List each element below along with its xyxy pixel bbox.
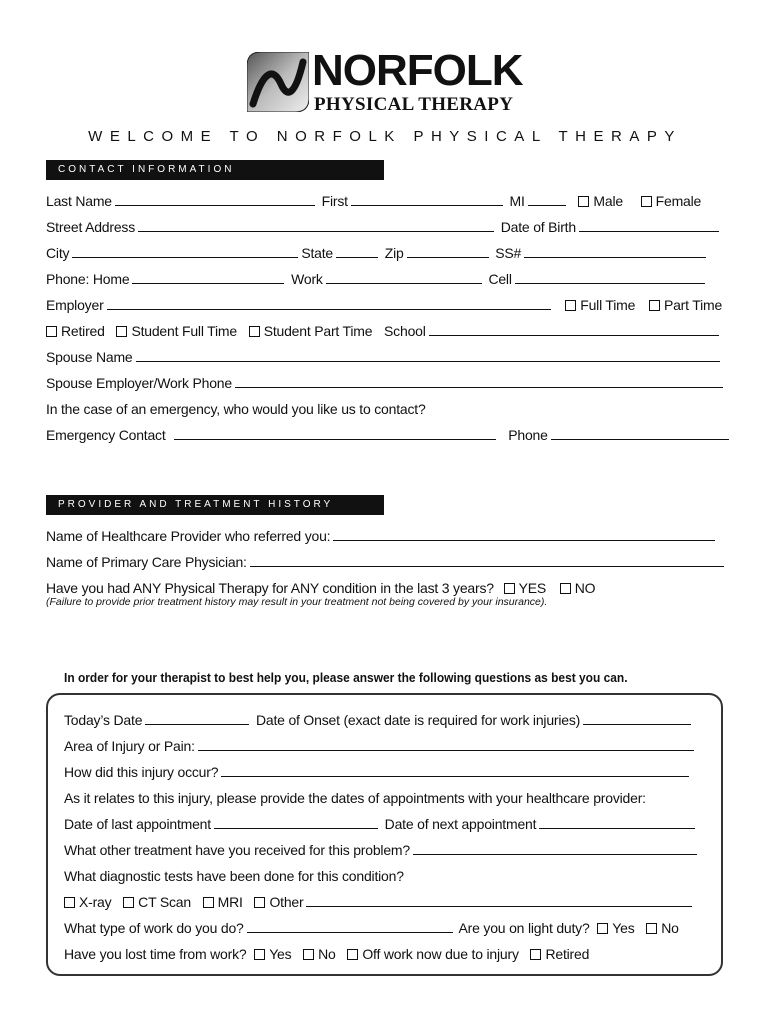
pcp-field[interactable]	[250, 554, 724, 567]
emergency-phone-label: Phone	[508, 427, 548, 443]
row-address	[46, 218, 722, 236]
light-duty-yes-label: Yes	[612, 920, 635, 936]
mi-label: MI	[509, 193, 525, 209]
lost-time-label: Have you lost time from work?	[64, 946, 247, 962]
employer-label: Employer	[46, 297, 104, 313]
street-label: Street Address	[46, 219, 136, 235]
row-spouse-name	[46, 348, 723, 366]
welcome-heading: WELCOME TO NORFOLK PHYSICAL THERAPY	[88, 128, 682, 145]
emergency-phone-field[interactable]	[551, 427, 729, 440]
row-dates	[64, 711, 694, 729]
last-name-label: Last Name	[46, 193, 112, 209]
state-label: State	[301, 245, 334, 261]
next-appt-label: Date of next appointment	[384, 816, 537, 832]
row-city	[46, 244, 709, 262]
full-time-label: Full Time	[580, 297, 636, 313]
dob-label: Date of Birth	[500, 219, 576, 235]
lost-time-retired-checkbox[interactable]	[530, 949, 541, 960]
ct-checkbox[interactable]	[123, 897, 134, 908]
zip-label: Zip	[384, 245, 404, 261]
xray-checkbox[interactable]	[64, 897, 75, 908]
logo-subtitle: PHYSICAL THERAPY	[314, 94, 514, 115]
row-employer	[46, 296, 722, 314]
referred-label: Name of Healthcare Provider who referred you:	[46, 528, 331, 544]
insurance-note: (Failure to provide prior treatment history may result in your treatment not being covered by your insurance).	[46, 596, 548, 608]
row-other-treatment	[64, 841, 700, 859]
emergency-contact-field[interactable]	[174, 427, 496, 440]
row-work-type	[64, 919, 679, 937]
row-diagnostics	[64, 893, 695, 911]
onset-label: Date of Onset (exact date is required for work injuries)	[255, 712, 581, 728]
xray-label: X-ray	[79, 894, 112, 910]
off-work-label: Off work now due to injury	[362, 946, 519, 962]
lost-time-no-label: No	[318, 946, 336, 962]
row-phone	[46, 270, 708, 288]
zip-field[interactable]	[407, 245, 489, 258]
row-pcp	[46, 553, 727, 571]
last-appt-field[interactable]	[214, 816, 378, 829]
pt-history-question: Have you had ANY Physical Therapy for ANY condition in the last 3 years?	[46, 580, 494, 596]
student-part-label: Student Part Time	[263, 323, 373, 339]
light-duty-yes-checkbox[interactable]	[597, 923, 608, 934]
row-emergency	[46, 426, 732, 444]
row-referred	[46, 527, 718, 545]
first-name-label: First	[321, 193, 348, 209]
row-how	[64, 763, 692, 781]
dob-field[interactable]	[579, 219, 719, 232]
student-full-checkbox[interactable]	[116, 326, 127, 337]
referred-field[interactable]	[333, 528, 715, 541]
onset-field[interactable]	[583, 712, 691, 725]
row-pt-history	[46, 579, 595, 597]
logo-icon	[247, 52, 309, 112]
part-time-label: Part Time	[663, 297, 723, 313]
emergency-question: In the case of an emergency, who would you like us to contact?	[46, 401, 426, 417]
phone-home-field[interactable]	[132, 271, 284, 284]
appointments-question: As it relates to this injury, please provide the dates of appointments with your healthcare provider:	[64, 790, 646, 806]
logo-name: NORFOLK	[312, 46, 523, 95]
area-field[interactable]	[198, 738, 694, 751]
street-field[interactable]	[138, 219, 494, 232]
work-phone-label: Work	[291, 271, 323, 287]
next-appt-field[interactable]	[539, 816, 695, 829]
todays-date-label: Today’s Date	[64, 712, 143, 728]
todays-date-field[interactable]	[145, 712, 249, 725]
pcp-label: Name of Primary Care Physician:	[46, 554, 247, 570]
cell-field[interactable]	[515, 271, 705, 284]
work-phone-field[interactable]	[326, 271, 482, 284]
lost-time-no-checkbox[interactable]	[303, 949, 314, 960]
mi-field[interactable]	[528, 193, 566, 206]
cell-label: Cell	[488, 271, 512, 287]
work-type-label: What type of work do you do?	[64, 920, 244, 936]
first-name-field[interactable]	[351, 193, 503, 206]
spouse-employer-field[interactable]	[235, 375, 723, 388]
row-name	[46, 192, 701, 210]
spouse-name-field[interactable]	[136, 349, 720, 362]
instruction-text: In order for your therapist to best help you, please answer the following questions as best you can.	[64, 670, 628, 685]
how-field[interactable]	[221, 764, 689, 777]
other-treatment-label: What other treatment have you received for this problem?	[64, 842, 410, 858]
area-label: Area of Injury or Pain:	[64, 738, 195, 754]
retired-checkbox[interactable]	[46, 326, 57, 337]
light-duty-no-checkbox[interactable]	[646, 923, 657, 934]
pt-no-checkbox[interactable]	[560, 583, 571, 594]
student-full-label: Student Full Time	[131, 323, 237, 339]
ss-label: SS#	[495, 245, 522, 261]
other-field[interactable]	[306, 894, 692, 907]
pt-yes-checkbox[interactable]	[504, 583, 515, 594]
row-spouse-employer	[46, 374, 726, 392]
diagnostic-question: What diagnostic tests have been done for this condition?	[64, 868, 404, 884]
school-field[interactable]	[429, 323, 719, 336]
retired-label: Retired	[61, 323, 105, 339]
other-treatment-field[interactable]	[413, 842, 697, 855]
school-label: School	[384, 323, 426, 339]
contact-section-header: CONTACT INFORMATION	[46, 160, 384, 180]
row-appointments	[64, 815, 698, 833]
pt-no-label: NO	[574, 580, 596, 596]
other-checkbox[interactable]	[254, 897, 265, 908]
female-checkbox[interactable]	[641, 196, 652, 207]
employer-field[interactable]	[107, 297, 551, 310]
off-work-checkbox[interactable]	[347, 949, 358, 960]
ct-label: CT Scan	[138, 894, 191, 910]
city-label: City	[46, 245, 70, 261]
lost-time-retired-label: Retired	[545, 946, 590, 962]
spouse-employer-label: Spouse Employer/Work Phone	[46, 375, 232, 391]
student-part-checkbox[interactable]	[249, 326, 260, 337]
last-name-field[interactable]	[115, 193, 315, 206]
male-label: Male	[593, 193, 623, 209]
mri-checkbox[interactable]	[203, 897, 214, 908]
row-area	[64, 737, 697, 755]
provider-section-header: PROVIDER AND TREATMENT HISTORY	[46, 495, 384, 515]
row-lost-time	[64, 945, 589, 963]
other-label: Other	[269, 894, 304, 910]
light-duty-label: Are you on light duty?	[458, 920, 590, 936]
full-time-checkbox[interactable]	[565, 300, 576, 311]
male-checkbox[interactable]	[578, 196, 589, 207]
part-time-checkbox[interactable]	[649, 300, 660, 311]
ss-field[interactable]	[524, 245, 706, 258]
lost-time-yes-checkbox[interactable]	[254, 949, 265, 960]
emergency-contact-label: Emergency Contact	[46, 427, 166, 443]
how-label: How did this injury occur?	[64, 764, 219, 780]
spouse-name-label: Spouse Name	[46, 349, 133, 365]
last-appt-label: Date of last appointment	[64, 816, 211, 832]
female-label: Female	[655, 193, 702, 209]
city-field[interactable]	[72, 245, 298, 258]
light-duty-no-label: No	[661, 920, 679, 936]
phone-home-label: Phone: Home	[46, 271, 130, 287]
mri-label: MRI	[217, 894, 243, 910]
lost-time-yes-label: Yes	[269, 946, 292, 962]
state-field[interactable]	[336, 245, 378, 258]
row-status	[46, 322, 722, 340]
pt-yes-label: YES	[518, 580, 546, 596]
work-type-field[interactable]	[247, 920, 453, 933]
